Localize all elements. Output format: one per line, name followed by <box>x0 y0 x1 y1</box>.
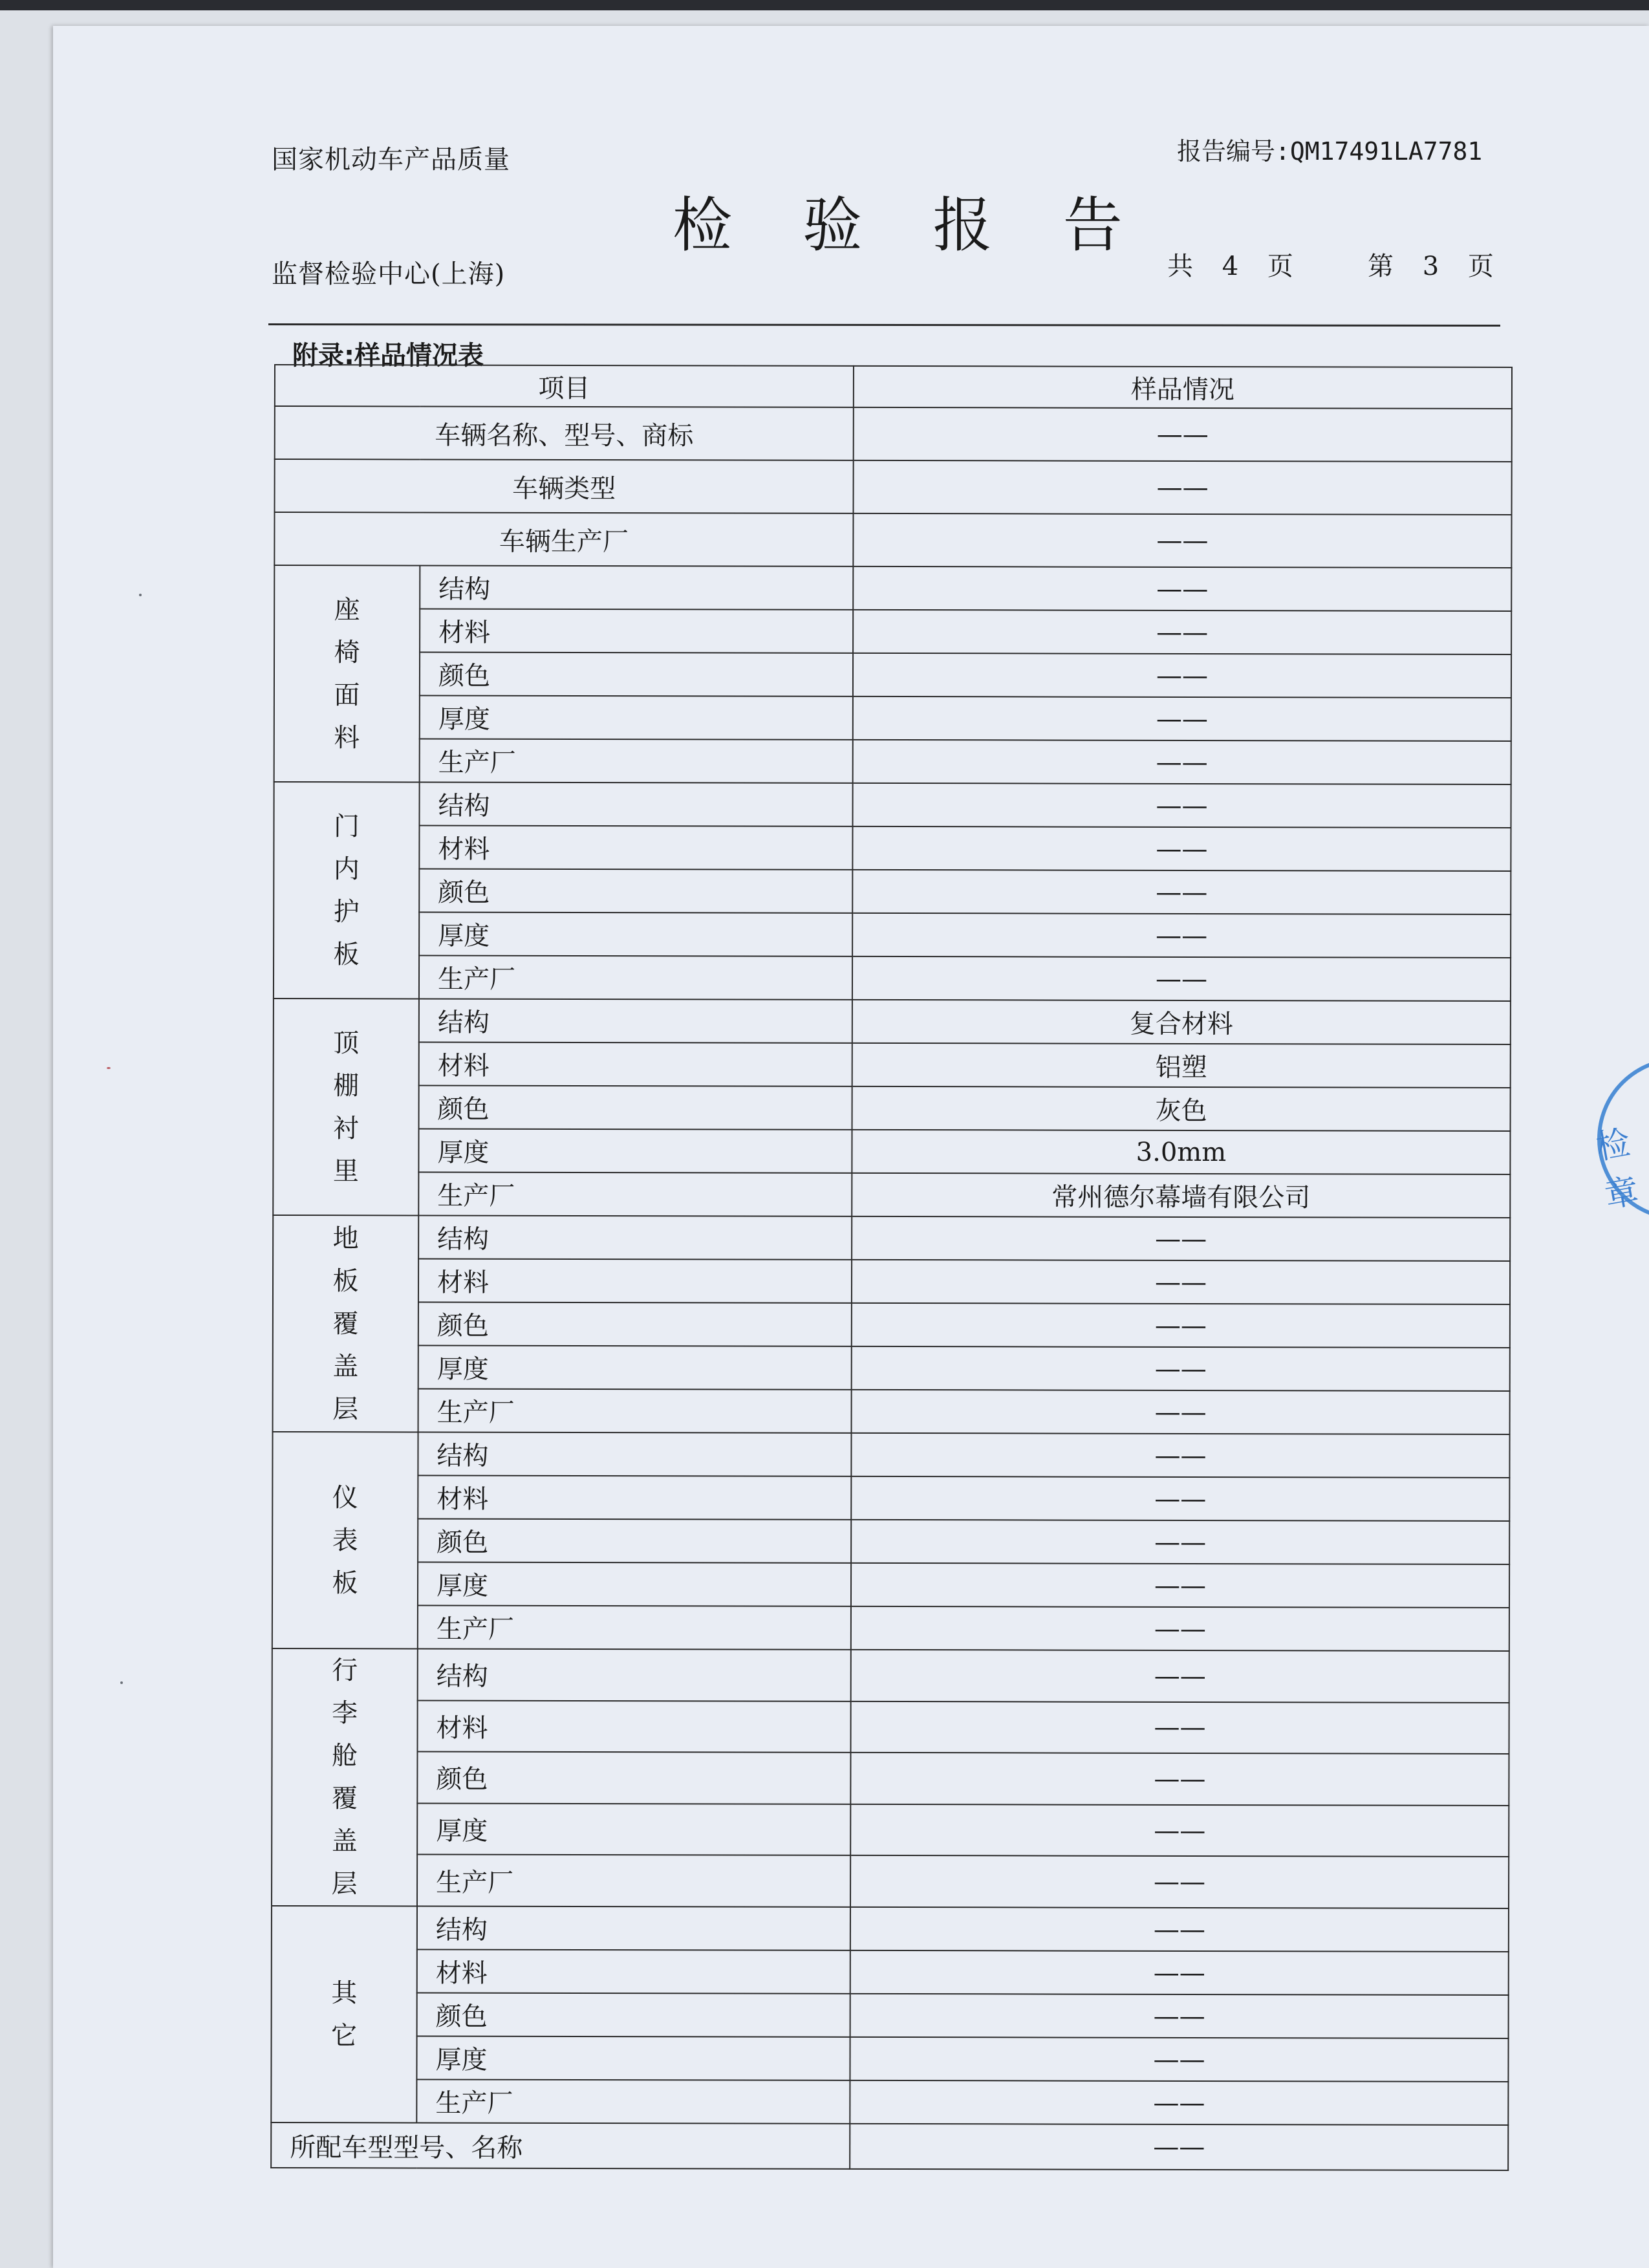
row-label: 结构 <box>419 999 852 1042</box>
row-label: 材料 <box>418 1258 852 1302</box>
group-label-char: 座 <box>334 594 360 625</box>
group-label <box>272 1432 418 1648</box>
row-label: 车辆名称、型号、商标 <box>275 406 854 460</box>
scan-edge <box>0 0 1649 10</box>
row-label: 生产厂 <box>416 2079 850 2123</box>
group-label-char: 舱 <box>331 1741 358 1771</box>
row-label: 材料 <box>418 1475 851 1519</box>
row-value: —— <box>853 567 1511 611</box>
report-number: 报告编号:QM17491LA7781 <box>1177 137 1483 166</box>
row-value: —— <box>852 1390 1510 1434</box>
org-name-line1: 国家机动车产品质量 <box>272 145 510 175</box>
table-row <box>273 1302 1510 1348</box>
org-name-line2: 监督检验中心(上海) <box>272 259 506 289</box>
table-row <box>272 1562 1509 1608</box>
row-label: 颜色 <box>419 1085 852 1129</box>
group-label-char: 衬 <box>332 1113 360 1143</box>
row-label: 生产厂 <box>419 955 852 999</box>
group-label <box>272 1648 418 1906</box>
page-number: 第 3 页 <box>1368 252 1494 281</box>
row-label: 所配车型型号、名称 <box>271 2122 850 2169</box>
table-row <box>274 512 1511 568</box>
table-row <box>274 825 1511 871</box>
page-count: 共 4 页 <box>1167 252 1294 281</box>
row-value: —— <box>850 1907 1509 1952</box>
row-value: —— <box>852 913 1511 958</box>
group-label <box>274 782 420 999</box>
row-label: 颜色 <box>417 1752 850 1804</box>
row-label: 车辆类型 <box>275 459 854 513</box>
sample-status-table <box>270 364 1513 2171</box>
table-row <box>274 565 1511 611</box>
table-row <box>272 1949 1509 1995</box>
table-row <box>271 2079 1508 2125</box>
table-row <box>273 1215 1510 1261</box>
row-label: 颜色 <box>418 1302 852 1346</box>
table-row <box>273 1172 1510 1218</box>
row-value: —— <box>850 1855 1509 1908</box>
row-value: 3.0mm <box>852 1130 1510 1174</box>
row-value: —— <box>852 870 1511 914</box>
scan-speck <box>120 1681 123 1684</box>
table-row <box>273 1388 1510 1434</box>
group-label-char: 它 <box>331 2020 358 2051</box>
table-row <box>275 406 1512 462</box>
table-row <box>274 782 1511 828</box>
table-row <box>272 1648 1509 1703</box>
row-value: —— <box>851 1476 1509 1521</box>
row-value: —— <box>851 1433 1509 1478</box>
stamp-text: 检 章 <box>1593 1123 1642 1216</box>
row-label: 结构 <box>417 1906 850 1950</box>
row-label: 生产厂 <box>417 1855 850 1907</box>
row-value: 常州德尔幕墙有限公司 <box>852 1173 1510 1218</box>
row-value: 灰色 <box>852 1086 1511 1131</box>
table-row <box>272 1803 1509 1857</box>
table-row <box>273 1258 1510 1304</box>
row-value: —— <box>850 2080 1508 2125</box>
group-label-char: 门 <box>333 811 360 841</box>
row-label: 结构 <box>418 1648 851 1701</box>
appendix-title: 附录:样品情况表 <box>292 341 484 371</box>
group-label-char: 板 <box>332 1568 358 1598</box>
group-label-char: 面 <box>334 680 360 710</box>
group-label-char: 仪 <box>332 1482 358 1513</box>
group-label <box>273 999 419 1215</box>
column-header-item: 项目 <box>275 365 854 407</box>
group-label <box>274 565 420 782</box>
table-row <box>274 912 1511 958</box>
row-label: 材料 <box>418 1700 851 1753</box>
row-label: 材料 <box>419 825 852 869</box>
row-label: 厚度 <box>418 1345 852 1389</box>
row-label: 结构 <box>418 1432 851 1476</box>
row-value: —— <box>852 1260 1510 1304</box>
table-row <box>271 2122 1508 2170</box>
row-label: 生产厂 <box>418 1605 851 1649</box>
group-label-char: 覆 <box>332 1308 359 1339</box>
row-value: —— <box>851 1563 1509 1608</box>
table-row <box>274 652 1511 698</box>
row-value: —— <box>851 1650 1509 1703</box>
row-value: —— <box>853 783 1511 828</box>
row-value: —— <box>853 653 1511 698</box>
group-label-char: 板 <box>332 1266 359 1296</box>
group-label-char: 其 <box>331 1978 358 2008</box>
table-row <box>272 1700 1509 1755</box>
table-row <box>274 609 1511 654</box>
row-label: 结构 <box>420 565 853 609</box>
row-label: 生产厂 <box>418 1172 852 1216</box>
table-row <box>274 739 1511 784</box>
group-label-char: 棚 <box>333 1070 360 1101</box>
row-value: —— <box>854 407 1512 462</box>
group-label-char: 行 <box>332 1656 358 1686</box>
table-row <box>271 2036 1508 2082</box>
table-header-row <box>275 365 1512 409</box>
table-row <box>272 1475 1509 1521</box>
table-row <box>274 955 1511 1001</box>
group-label-char: 地 <box>332 1223 359 1253</box>
row-label: 生产厂 <box>420 739 853 783</box>
group-label-char: 盖 <box>331 1826 358 1857</box>
table-row <box>272 1993 1509 2038</box>
row-label: 车辆生产厂 <box>274 512 853 567</box>
table-row <box>274 999 1511 1044</box>
row-label: 颜色 <box>419 869 852 913</box>
document-title: 检 验 报 告 <box>673 191 1148 260</box>
row-value: —— <box>854 460 1512 515</box>
table-row <box>272 1605 1509 1651</box>
table-row <box>274 869 1511 914</box>
row-label: 材料 <box>420 609 853 653</box>
row-value: —— <box>850 2124 1508 2170</box>
row-label: 生产厂 <box>418 1388 852 1432</box>
row-label: 厚度 <box>420 695 853 739</box>
table-row <box>272 1518 1509 1564</box>
row-value: —— <box>852 1303 1510 1348</box>
row-value: —— <box>853 740 1511 784</box>
row-value: —— <box>850 1950 1509 1995</box>
row-value: —— <box>853 610 1511 654</box>
row-value: —— <box>850 2037 1508 2082</box>
row-value: —— <box>850 1804 1509 1857</box>
table-row <box>273 1129 1510 1174</box>
table-row <box>272 1751 1509 1806</box>
group-label-char: 椅 <box>334 637 360 667</box>
group-label-char: 表 <box>332 1525 358 1555</box>
column-header-status: 样品情况 <box>854 366 1512 409</box>
row-label: 厚度 <box>416 2036 850 2080</box>
row-value: —— <box>852 1346 1510 1391</box>
row-label: 结构 <box>420 782 853 826</box>
table-row <box>272 1854 1509 1908</box>
group-label-char: 李 <box>332 1698 358 1729</box>
group-label-char: 盖 <box>332 1351 359 1381</box>
scan-speck <box>107 1067 111 1069</box>
table-row <box>272 1432 1509 1478</box>
table-row <box>272 1906 1509 1952</box>
row-value: —— <box>850 1994 1509 2038</box>
group-label-char: 内 <box>333 854 360 884</box>
row-label: 材料 <box>419 1042 852 1086</box>
table-row <box>273 1345 1510 1391</box>
row-label: 颜色 <box>418 1518 851 1562</box>
group-label-char: 层 <box>332 1394 359 1424</box>
row-value: —— <box>852 956 1511 1001</box>
table-row <box>275 459 1512 515</box>
row-value: —— <box>853 513 1511 568</box>
group-label-char: 护 <box>333 896 360 927</box>
row-value: 复合材料 <box>852 1000 1511 1044</box>
group-label-char: 覆 <box>331 1784 358 1814</box>
group-label-char: 料 <box>334 722 360 753</box>
row-label: 厚度 <box>418 1129 852 1172</box>
table-row <box>274 695 1511 741</box>
group-label <box>271 1906 417 2122</box>
row-label: 结构 <box>418 1215 852 1259</box>
table-row <box>274 1042 1511 1088</box>
table-row <box>274 1085 1511 1131</box>
row-value: —— <box>851 1520 1509 1564</box>
row-value: —— <box>851 1606 1509 1651</box>
row-label: 厚度 <box>418 1562 851 1606</box>
group-label-char: 里 <box>332 1156 359 1186</box>
row-label: 颜色 <box>417 1993 850 2036</box>
row-label: 厚度 <box>419 912 852 956</box>
row-value: —— <box>853 697 1511 741</box>
row-value: —— <box>851 1701 1509 1754</box>
row-value: 铝塑 <box>852 1043 1511 1088</box>
row-value: —— <box>852 826 1511 871</box>
row-label: 厚度 <box>417 1803 850 1855</box>
row-label: 颜色 <box>420 652 853 696</box>
group-label <box>273 1215 419 1432</box>
scan-speck <box>139 594 142 596</box>
group-label-char: 层 <box>331 1869 358 1899</box>
row-value: —— <box>850 1753 1509 1806</box>
row-label: 材料 <box>417 1949 850 1993</box>
group-label-char: 顶 <box>333 1028 360 1058</box>
group-label-char: 板 <box>333 939 360 969</box>
row-value: —— <box>852 1216 1510 1261</box>
